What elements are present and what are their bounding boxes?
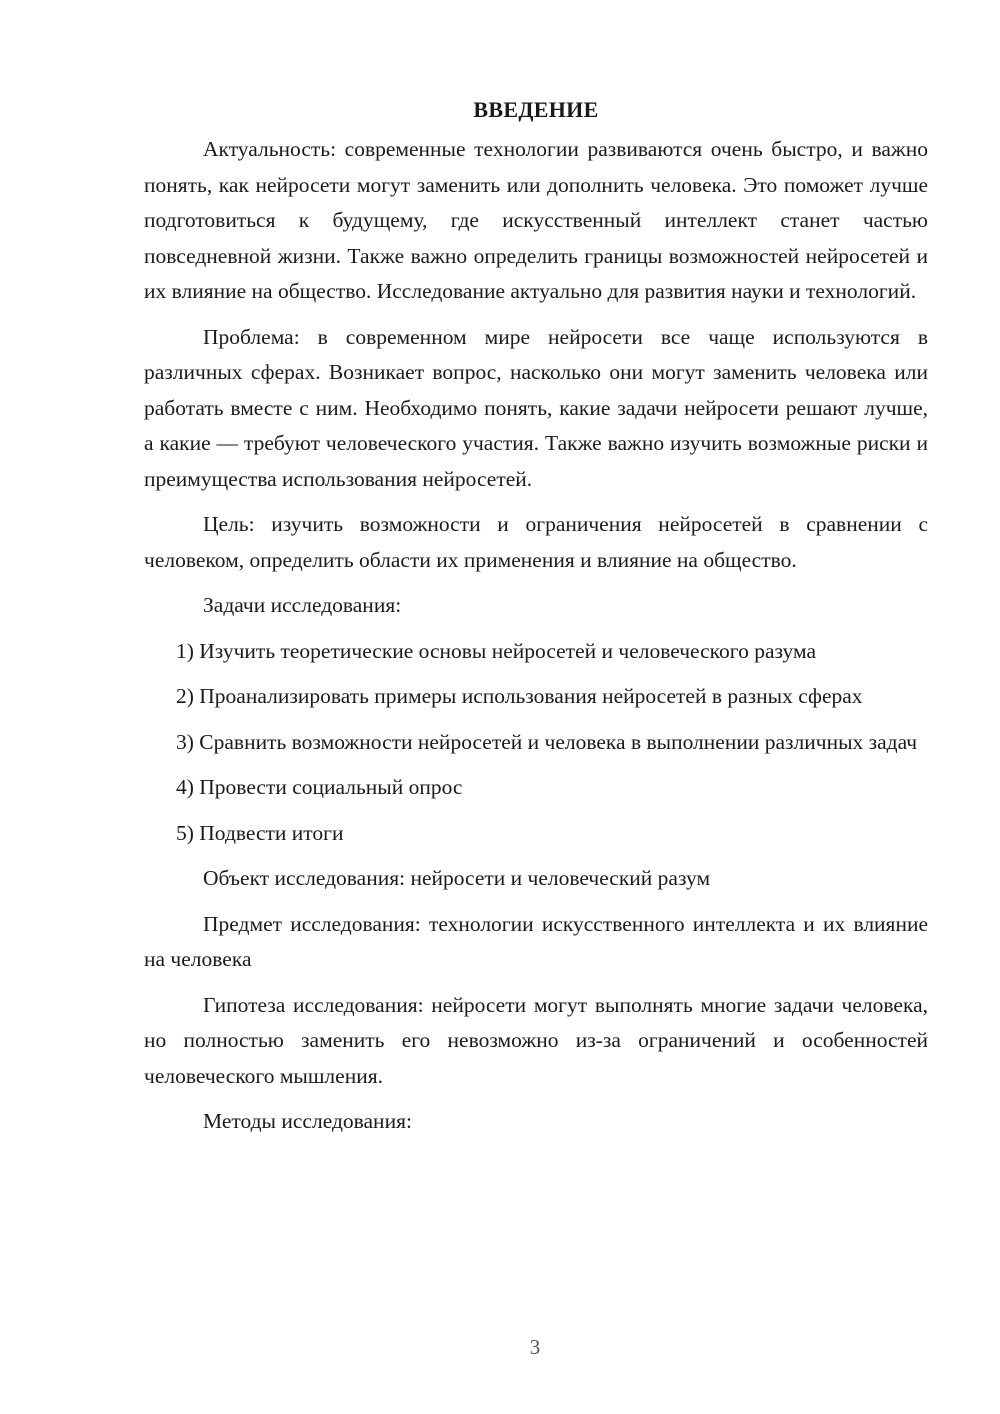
task-item-1: 1) Изучить теоретические основы нейросетей и человеческого разума	[176, 638, 816, 663]
section-title: ВВЕДЕНИЕ	[473, 97, 599, 122]
document-page	[144, 92, 928, 1150]
paragraph-goal: Цель: изучить возможности и ограничения нейросетей в сравнении с человеком, определить области их применения и влияние на общество.	[144, 512, 928, 572]
paragraph-object: Объект исследования: нейросети и человеческий разум	[203, 866, 711, 890]
task-item-5: 5) Подвести итоги	[176, 820, 344, 845]
page-number: 3	[529, 1335, 541, 1359]
task-item-2: 2) Проанализировать примеры использования нейросетей в разных сферах	[176, 684, 863, 708]
paragraph-relevance: Актуальность: современные технологии развиваются очень быстро, и важно понять, как нейросети могут заменить или дополнить человека. Это поможет лучше подготовиться к будущему, где искусственный интеллект станет частью повседневной жизни. Также важно определить границы возможностей нейросетей и их влияние на общество. Исследование актуально для развития науки и технологий.	[144, 137, 928, 303]
paragraph-hypothesis: Гипотеза исследования: нейросети могут выполнять многие задачи человека, но полностью заменить его невозможно из-за ограничений и особенностей человеческого мышления.	[144, 992, 928, 1088]
tasks-heading: Задачи исследования:	[203, 593, 402, 617]
methods-heading: Методы исследования:	[203, 1109, 412, 1133]
paragraph-problem: Проблема: в современном мире нейросети все чаще используются в различных сферах. Возникает вопрос, насколько они могут заменить человека или работать вместе с ним. Необходимо понять, какие задачи нейросети решают лучше, а какие — требуют человеческого участия. Также важно изучить возможные риски и преимущества использования нейросетей.	[144, 324, 928, 491]
paragraph-subject: Предмет исследования: технологии искусственного интеллекта и их влияние на человека	[144, 911, 928, 971]
task-item-4: 4) Провести социальный опрос	[176, 775, 463, 799]
task-item-3: 3) Сравнить возможности нейросетей и человека в выполнении различных задач	[176, 729, 918, 754]
